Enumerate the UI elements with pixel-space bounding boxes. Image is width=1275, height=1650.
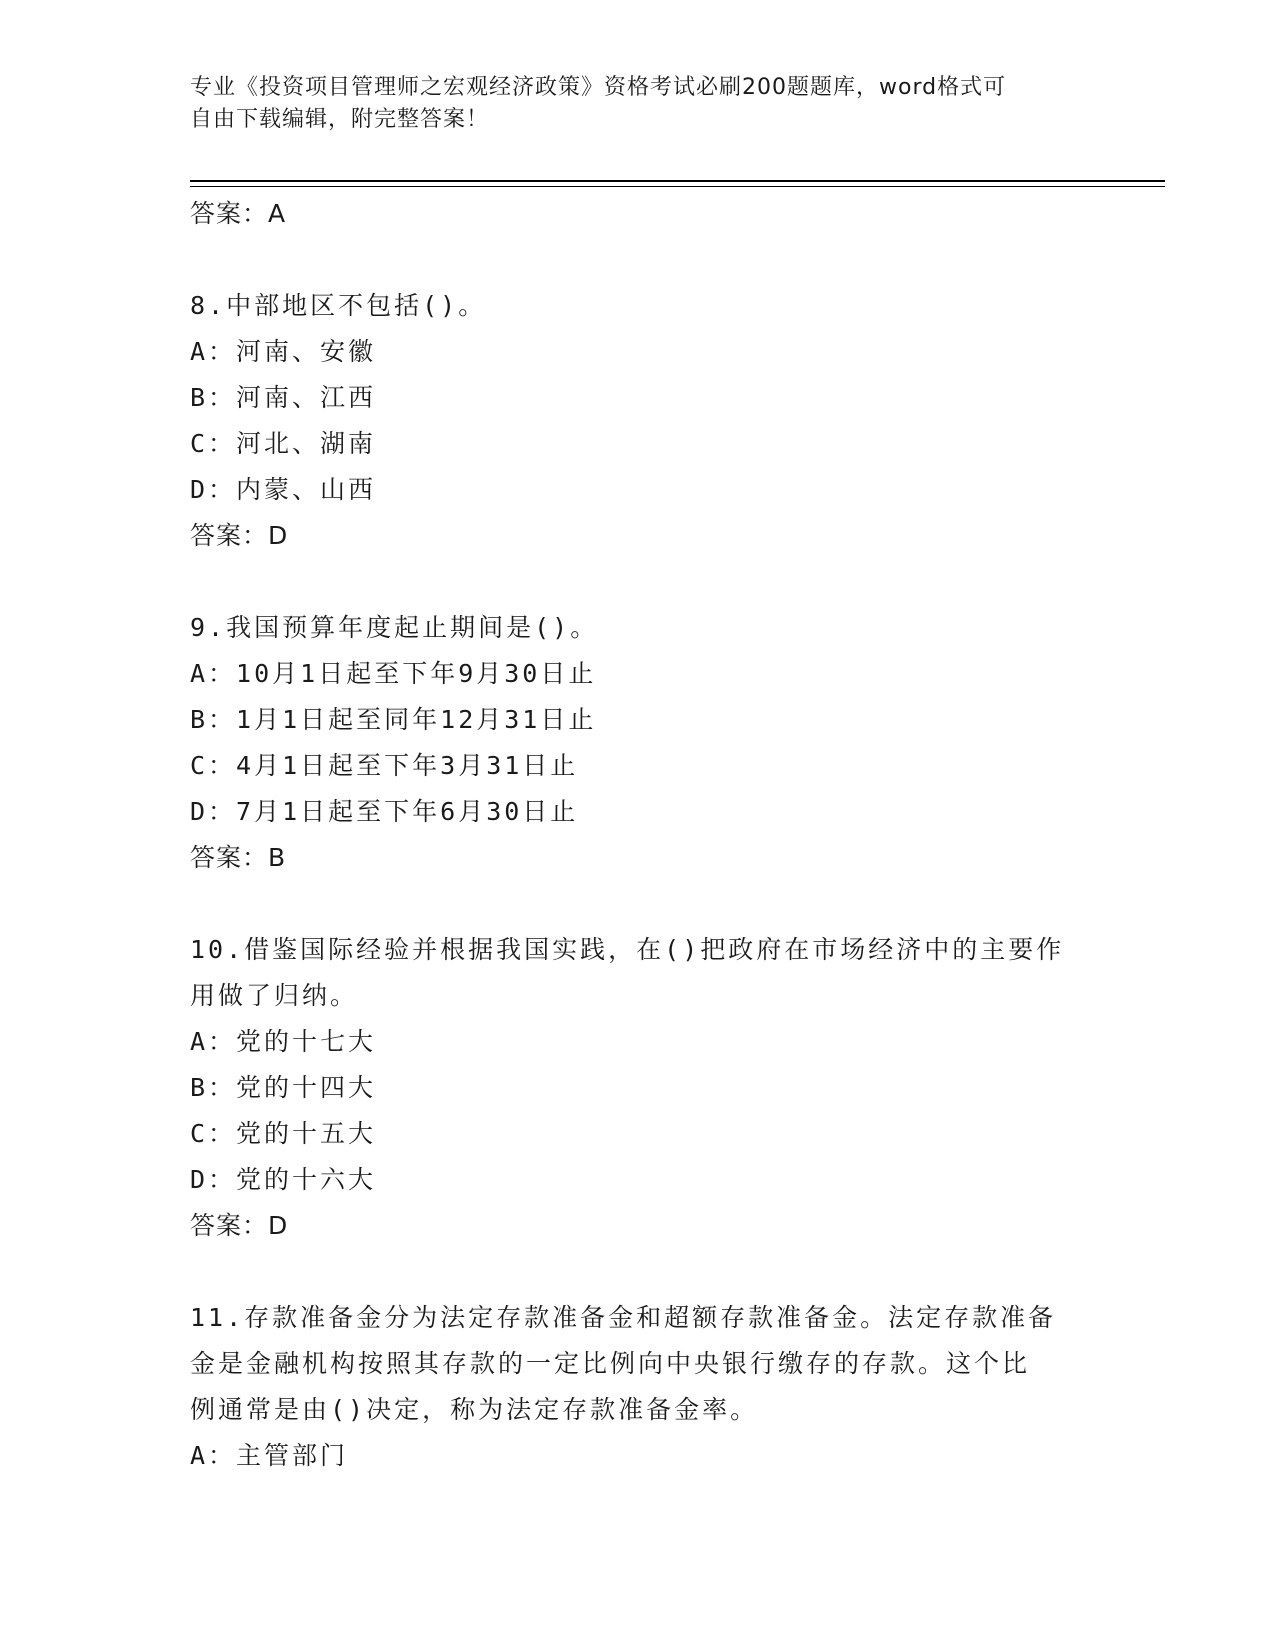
spacer [190,237,1090,283]
option-a: A：10月1日起至下年9月30日止 [190,659,597,688]
question-text-line-3: 例通常是由()决定，称为法定存款准备金率。 [190,1395,759,1424]
option-d: D：内蒙、山西 [190,475,377,504]
option-b: B：河南、江西 [190,383,377,412]
question-block [190,283,1090,559]
option-a: A：主管部门 [190,1441,349,1470]
option-b: B：党的十四大 [190,1073,377,1102]
header-divider-thin [190,186,1165,187]
question-text-line-1: 11.存款准备金分为法定存款准备金和超额存款准备金。法定存款准备 [190,1303,1057,1332]
spacer [190,881,1090,927]
header-line-1: 专业《投资项目管理师之宏观经济政策》资格考试必刷200题题库，word格式可 [190,75,1007,100]
previous-answer: 答案：A [190,199,287,228]
question-text-line-2: 用做了归纳。 [190,981,359,1010]
option-a: A：党的十七大 [190,1027,377,1056]
question-list [190,191,1090,1479]
option-d: D：党的十六大 [190,1165,377,1194]
header-divider-thick [190,180,1165,182]
document-header [190,72,1090,136]
spacer [190,1249,1090,1295]
option-a: A：河南、安徽 [190,337,377,366]
question-text-line-1: 10.借鉴国际经验并根据我国实践，在()把政府在市场经济中的主要作 [190,935,1065,964]
question-text: 9.我国预算年度起止期间是()。 [190,613,599,642]
answer: 答案：D [190,1211,289,1240]
question-block [190,605,1090,881]
option-c: C：河北、湖南 [190,429,377,458]
question-text: 8.中部地区不包括()。 [190,291,487,320]
header-line-2: 自由下载编辑，附完整答案！ [190,107,490,132]
option-b: B：1月1日起至同年12月31日止 [190,705,597,734]
option-c: C：4月1日起至下年3月31日止 [190,751,579,780]
answer: 答案：D [190,521,289,550]
spacer [190,559,1090,605]
option-d: D：7月1日起至下年6月30日止 [190,797,579,826]
question-text-line-2: 金是金融机构按照其存款的一定比例向中央银行缴存的存款。这个比 [190,1349,1031,1378]
answer: 答案：B [190,843,287,872]
question-block [190,927,1090,1249]
option-c: C：党的十五大 [190,1119,377,1148]
question-block [190,1295,1090,1479]
